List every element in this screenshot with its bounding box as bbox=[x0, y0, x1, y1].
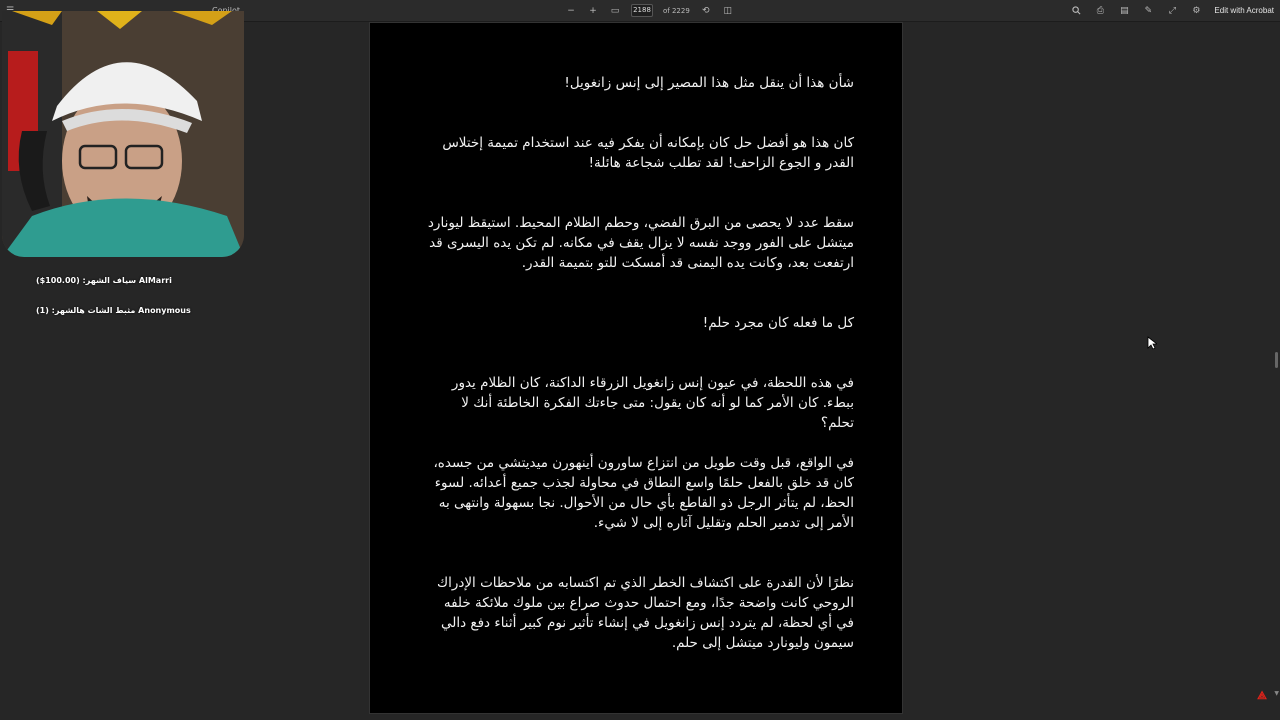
zoom-out-icon[interactable]: − bbox=[567, 5, 575, 16]
chat-moderator-line: مثبط الشات هالشهر: (1) Anonymous bbox=[36, 306, 191, 315]
paragraph: كان هذا هو أفضل حل كان بإمكانه أن يفكر فيه عند استخدام تميمة إختلاس القدر و الجوع الزاحف! لقد تطلب شجاعة هائلة! bbox=[442, 135, 854, 171]
page-navigation bbox=[565, 3, 734, 18]
paragraph: سقط عدد لا يحصى من البرق الفضي، وحطم الظلام المحيط. استيقظ ليونارد ميتشل على الفور ووجد نفسه لا يزال يقف في مكانه. لم تكن يده اليسرى قد ارتفعت بعد، وكانت يده اليمنى قد أمسكت للتو بتميمة القدر. bbox=[427, 215, 854, 271]
scroll-down-icon[interactable]: ▼ bbox=[1274, 690, 1279, 697]
paragraph: شأن هذا أن ينقل مثل هذا المصير إلى إنس زانغويل! bbox=[564, 75, 854, 91]
scrollbar-thumb[interactable] bbox=[1275, 352, 1278, 368]
print-icon[interactable]: ⎙ bbox=[1096, 5, 1104, 16]
stream-alert-placeholder-2 bbox=[36, 288, 216, 303]
comment-icon[interactable]: ✎ bbox=[1144, 5, 1153, 16]
rotate-icon[interactable]: ⟲ bbox=[702, 5, 710, 16]
paragraph: في هذه اللحظة، في عيون إنس زانغويل الزرقاء الداكنة، كان الظلام يدور ببطء. كان الأمر كما لو أنه كان يقول: متى جاءتك الفكرة الخاطئة أنك لا تحلم؟ bbox=[451, 375, 854, 431]
top-donator-line: سياف الشهر: (100.00$) AlMarri bbox=[36, 276, 172, 285]
acrobat-logo-icon[interactable]: ⟁ bbox=[1257, 689, 1267, 702]
streamer-video bbox=[2, 11, 244, 257]
stream-alerts bbox=[36, 258, 216, 318]
page-view-icon[interactable]: ◫ bbox=[723, 5, 733, 16]
paragraph: كل ما فعله كان مجرد حلم! bbox=[702, 315, 854, 331]
search-icon[interactable] bbox=[1070, 5, 1082, 17]
page-total-label: of 2229 bbox=[663, 6, 690, 15]
fit-page-icon[interactable]: ▭ bbox=[610, 5, 620, 16]
paragraph: في الواقع، قبل وقت طويل من انتزاع ساورون أينهورن ميديتشي من جسده، كان قد خلق بالفعل حلمًا واسع النطاق في محاولة لجذب جميع أعدائه. لسوء الحظ، لم يتأثر الرجل ذو القاطع بأي حال من الأحوال. نجا بسهولة وانتهى به الأمر إلى تدمير الحلم وتقليل آثاره إلى لا شيء. bbox=[433, 455, 854, 531]
toolbar-right-group bbox=[1070, 3, 1274, 18]
expand-icon[interactable]: ⤢ bbox=[1168, 5, 1176, 16]
webcam-overlay bbox=[2, 11, 244, 257]
edit-with-acrobat-button[interactable]: Edit with Acrobat bbox=[1214, 6, 1274, 15]
paragraph: نظرًا لأن القدرة على اكتشاف الخطر الذي تم اكتسابه من ملاحظات الإدراك الروحي كانت واضحة جدًا، ومع احتمال حدوث صراع بين ملوك ملائكة خلفه في أي لحظة، لم يتردد إنس زانغويل في إنشاء تأثير نوم كبير أثناء دفع دالي سيمون وليونارد ميتشل إلى حلم. bbox=[436, 575, 854, 651]
save-icon[interactable]: ▤ bbox=[1120, 5, 1129, 16]
gear-icon[interactable]: ⚙ bbox=[1192, 5, 1201, 16]
zoom-in-icon[interactable]: + bbox=[589, 5, 597, 16]
mouse-cursor-icon bbox=[1147, 336, 1157, 350]
pdf-page bbox=[369, 22, 903, 714]
page-number-input[interactable]: 2188 bbox=[631, 4, 653, 17]
stream-alert-placeholder-1 bbox=[36, 258, 216, 273]
